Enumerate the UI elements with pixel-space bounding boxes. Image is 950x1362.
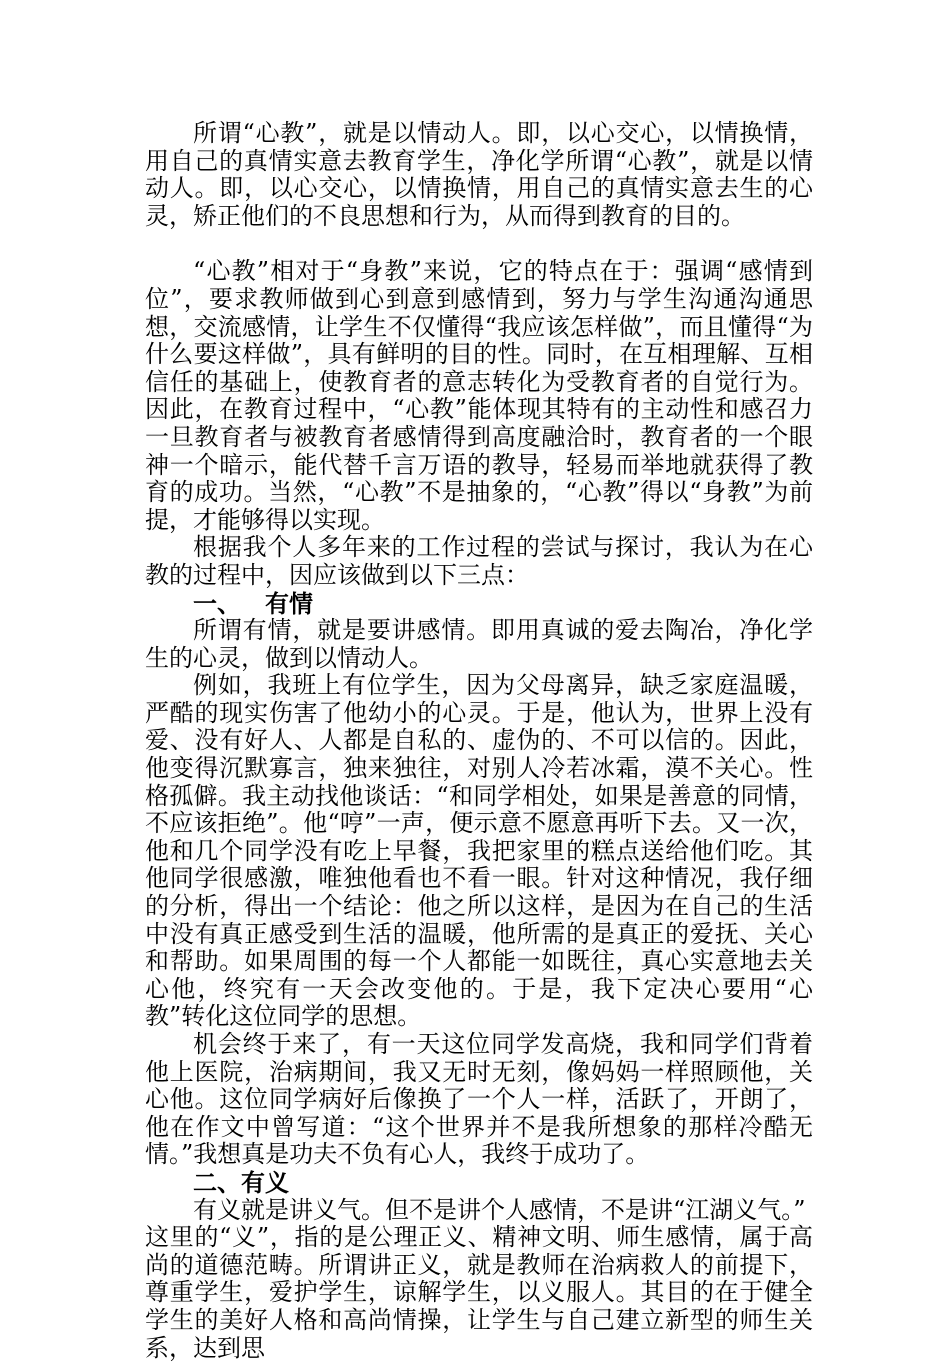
paragraph-3: 根据我个人多年来的工作过程的尝试与探讨，我认为在心教的过程中，因应该做到以下三点： <box>145 533 813 589</box>
paragraph-4: 所谓有情，就是要讲感情。即用真诚的爱去陶冶，净化学生的心灵，做到以情动人。 <box>145 616 813 672</box>
document-body <box>145 120 813 1362</box>
paragraph-5: 例如，我班上有位学生，因为父母离异，缺乏家庭温暖，严酷的现实伤害了他幼小的心灵。于是，他认为，世界上没有爱、没有好人、人都是自私的、虚伪的、不可以信的。因此，他变得沉默寡言，独来独往，对别人冷若冰霜，漠不关心。性格孤僻。我主动找他谈话：“和同学相处，如果是善意的同情，不应该拒绝”。他“哼”一声，便示意不愿意再听下去。又一次，他和几个同学没有吃上早餐，我把家里的糕点送给他们吃。其他同学很感激，唯独他看也不看一眼。针对这种情况，我仔细的分析，得出一个结论：他之所以这样，是因为在自己的生活中没有真正感受到生活的温暖，他所需的是真正的爱抚、关心和帮助。如果周围的每一个人都能一如既往，真心实意地去关心他，终究有一天会改变他的。于是，我下定决心要用“心教”转化这位同学的思想。 <box>145 671 813 1031</box>
paragraph-7: 有义就是讲义气。但不是讲个人感情，不是讲“江湖义气。” <box>193 1195 806 1224</box>
section-heading-1 <box>145 590 813 618</box>
paragraph-8: 这里的“义”，指的是公理正义、精神文明、师生感情，属于高尚的道德范畴。所谓讲正义，就是教师在治病救人的前提下，尊重学生，爱护学生，谅解学生，以义服人。其目的在于健全学生的美好人格和高尚情操，让学生与自己建立新型的师生关系，达到思 <box>145 1223 813 1362</box>
section-heading-1-text: 有情 <box>265 588 313 618</box>
paragraph-2: “心教”相对于“身教”来说，它的特点在于：强调“感情到位”，要求教师做到心到意到感情到，努力与学生沟通沟通思想，交流感情，让学生不仅懂得“我应该怎样做”，而且懂得“为什么要这样做”，具有鲜明的目的性。同时，在互相理解、互相信任的基础上，使教育者的意志转化为受教育者的自觉行为。因此，在教育过程中，“心教”能体现其特有的主动性和感召力一旦教育者与被教育者感情得到高度融洽时，教育者的一个眼神一个暗示，能代替千言万语的教导，轻易而举地就获得了教育的成功。当然，“心教”不是抽象的，“心教”得以“身教”为前提，才能够得以实现。 <box>145 257 813 534</box>
section-heading-1-number: 一、 <box>193 588 241 618</box>
paragraph-1: 所谓“心教”，就是以情动人。即，以心交心，以情换情，用自己的真情实意去教育学生，净化学所谓“心教”，就是以情动人。即，以心交心，以情换情，用自己的真情实意去生的心灵，矫正他们的不良思想和行为，从而得到教育的目的。 <box>145 119 813 230</box>
section-heading-2: 二、有义 <box>193 1167 289 1197</box>
paragraph-6: 机会终于来了，有一天这位同学发高烧，我和同学们背着他上医院，治病期间，我又无时无刻，像妈妈一样照顾他，关心他。这位同学病好后像换了一个人一样，活跃了，开朗了，他在作文中曾写道：“这个世界并不是我所想象的那样冷酷无情。”我想真是功夫不负有心人，我终于成功了。 <box>145 1030 813 1169</box>
